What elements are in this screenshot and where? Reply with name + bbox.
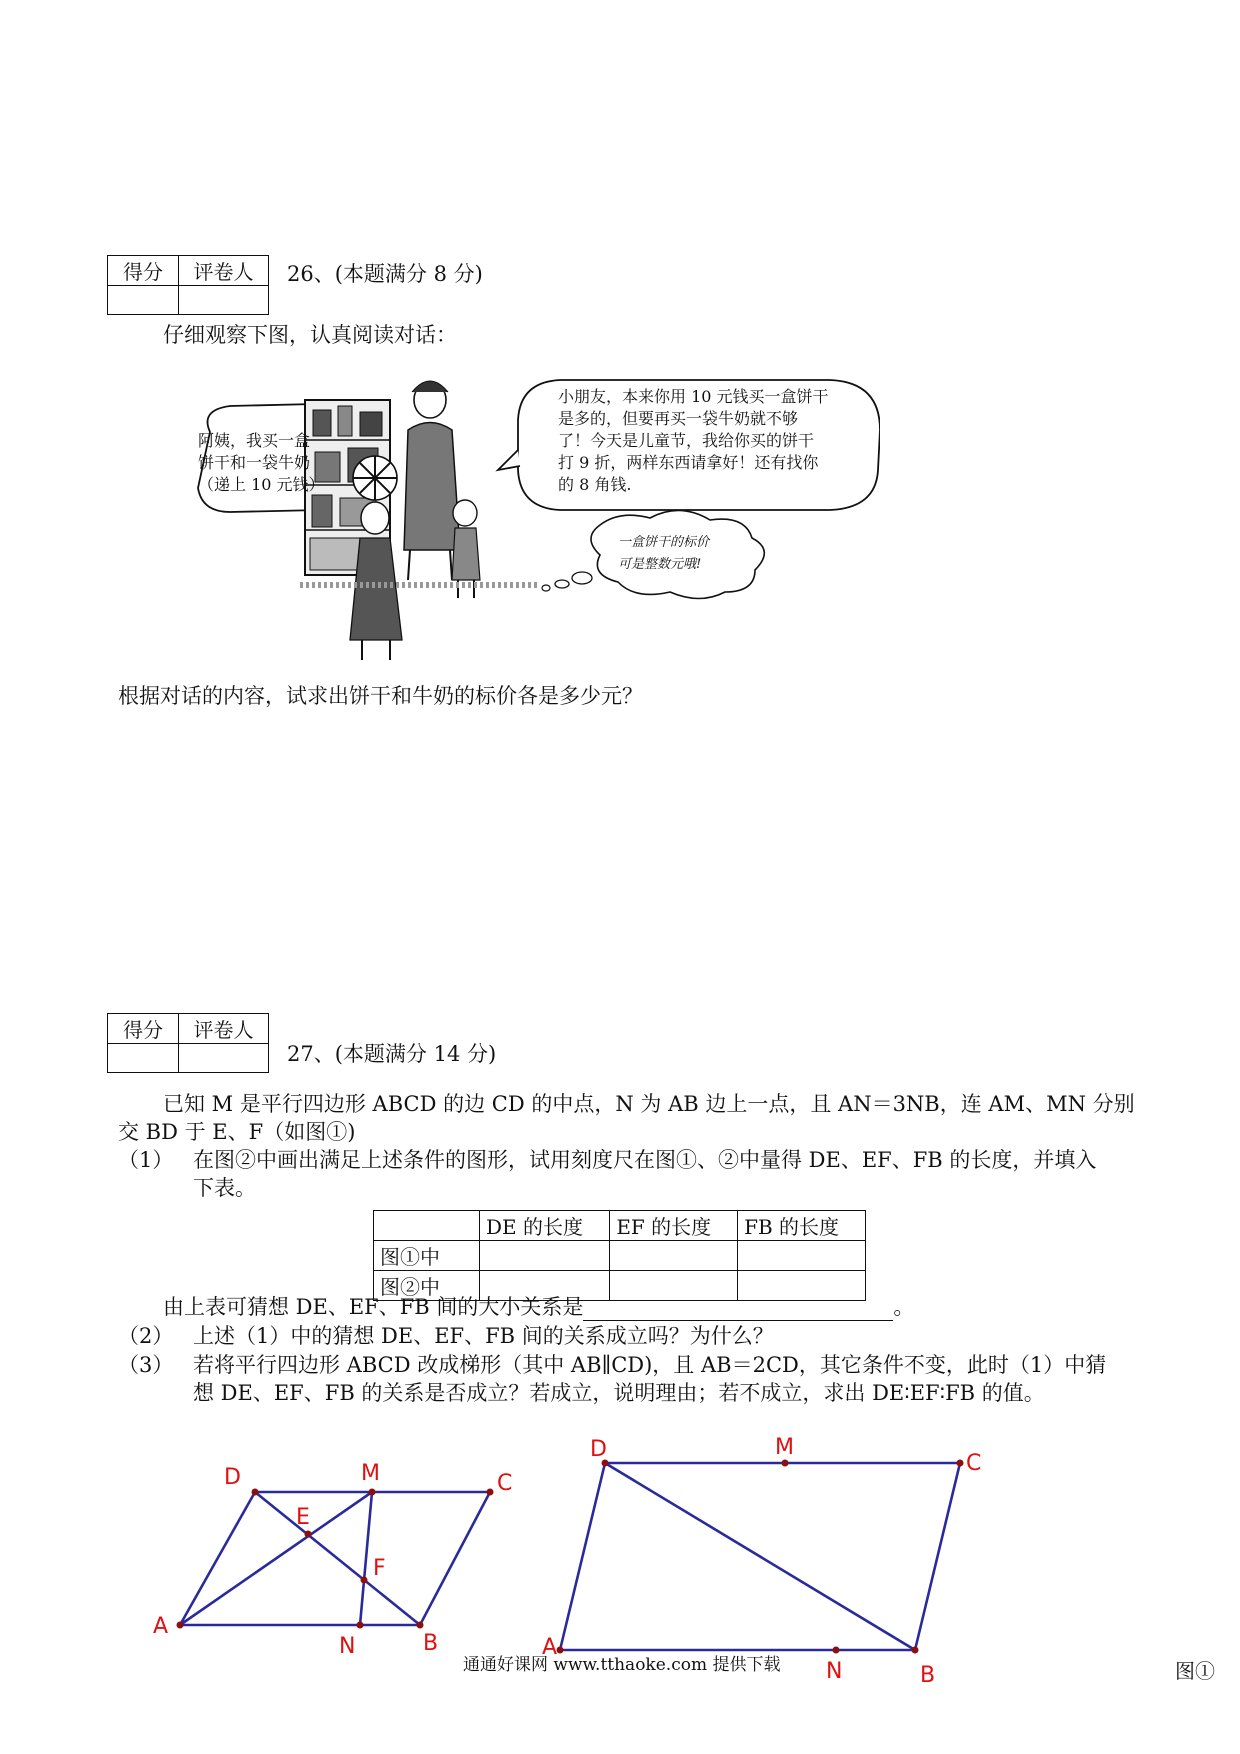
guess-end: 。 [893,1295,915,1319]
grader-header: 评卷人 [179,1014,269,1044]
figure-2-lines [560,1463,960,1650]
label-C: C [497,1471,513,1496]
prize-wheel [353,456,397,500]
figure-1-points [177,1489,494,1629]
answer-cell[interactable] [610,1241,738,1271]
label-F: F [373,1556,386,1581]
label-M: M [775,1435,794,1460]
q27-p1-number: （1） [118,1148,174,1172]
clerk-bubble-line: 小朋友，本来你用 10 元钱买一盒饼干 [558,387,829,406]
q26-title: 26、(本题满分 8 分) [287,262,483,286]
figure-1-lines [180,1492,490,1625]
grader-header: 评卷人 [179,256,269,286]
q27-title: 27、(本题满分 14 分) [287,1042,497,1066]
row-label: 图①中 [374,1241,480,1271]
footer-source: 通通好课网 www.tthaoke.com 提供下载 [463,1655,781,1675]
score-cell[interactable] [108,286,179,315]
label-E: E [296,1505,310,1530]
figure-1-parallelogram [140,1460,540,1660]
guess-text: 由上表可猜想 DE、EF、FB 间的大小关系是 [163,1295,584,1319]
q27-p2-text: 上述（1）中的猜想 DE、EF、FB 间的关系成立吗？为什么？ [193,1324,774,1348]
table-header: EF 的长度 [610,1211,738,1241]
clerk-bubble-line: 了！今天是儿童节，我给你买的饼干 [558,431,815,450]
q26-intro: 仔细观察下图，认真阅读对话： [163,323,457,347]
q27-score-table [107,1013,269,1073]
label-B: B [423,1631,439,1656]
girl-bubble-line: 饼干和一袋牛奶 [198,453,311,472]
grader-cell[interactable] [179,1044,269,1073]
q27-guess [163,1293,914,1321]
thought-bubble-text [618,532,709,576]
answer-cell[interactable] [738,1241,866,1271]
q27-p1-line1: 在图②中画出满足上述条件的图形，试用刻度尺在图①、②中量得 DE、EF、FB 的长度，并填入 [193,1148,1097,1172]
q26-score-table [107,255,269,315]
label-D: D [590,1437,607,1462]
score-cell[interactable] [108,1044,179,1073]
thought-line: 一盒饼干的标价 [618,535,710,550]
clerk-bubble-line: 的 8 角钱. [558,475,632,494]
table-header: DE 的长度 [480,1211,610,1241]
figure-caption: 图① [1175,1659,1215,1683]
q27-stem-line1: 已知 M 是平行四边形 ABCD 的边 CD 的中点，N 为 AB 边上一点，且 AN＝3NB，连 AM、MN 分别 [163,1092,1135,1116]
table-header [374,1211,480,1241]
measurement-table [373,1210,866,1301]
clerk-bubble-line: 是多的，但要再买一袋牛奶就不够 [558,409,799,428]
grader-cell[interactable] [179,286,269,315]
label-N: N [826,1659,843,1684]
girl-bubble-text [198,430,325,496]
score-header: 得分 [108,256,179,286]
table-header: FB 的长度 [738,1211,866,1241]
clerk-figure [404,381,460,580]
q27-p3-number: （3） [118,1353,174,1377]
table-header-row [374,1211,866,1241]
girl-bubble-line: （递上 10 元钱） [198,475,325,494]
q27-stem-line2: 交 BD 于 E、F（如图①) [118,1120,356,1144]
label-M: M [361,1461,380,1486]
q26-question: 根据对话的内容，试求出饼干和牛奶的标价各是多少元？ [118,684,643,708]
answer-cell[interactable] [480,1241,610,1271]
label-C: C [966,1451,982,1476]
guess-answer-blank[interactable] [583,1298,893,1321]
label-A: A [153,1614,169,1639]
clerk-bubble-line: 打 9 折，两样东西请拿好！还有找你 [558,453,819,472]
table-row [374,1241,866,1271]
q27-p3-line2: 想 DE、EF、FB 的关系是否成立？若成立，说明理由；若不成立，求出 DE∶EF∶FB 的值。 [193,1381,1045,1405]
thought-line: 可是整数元哦! [618,557,702,572]
q27-p1-line2: 下表。 [193,1176,256,1200]
q27-p3-line1: 若将平行四边形 ABCD 改成梯形（其中 AB∥CD)，且 AB＝2CD，其它条件不变，此时（1）中猜 [193,1353,1107,1377]
label-A: A [542,1635,558,1660]
girl-bubble-line: 阿姨，我买一盒 [198,431,311,450]
clerk-bubble-text [558,386,829,496]
label-B: B [920,1663,936,1688]
score-header: 得分 [108,1014,179,1044]
label-N: N [339,1634,356,1659]
q27-p2-number: （2） [118,1324,174,1348]
row-label: 图②中 [374,1271,480,1301]
label-D: D [224,1465,241,1490]
